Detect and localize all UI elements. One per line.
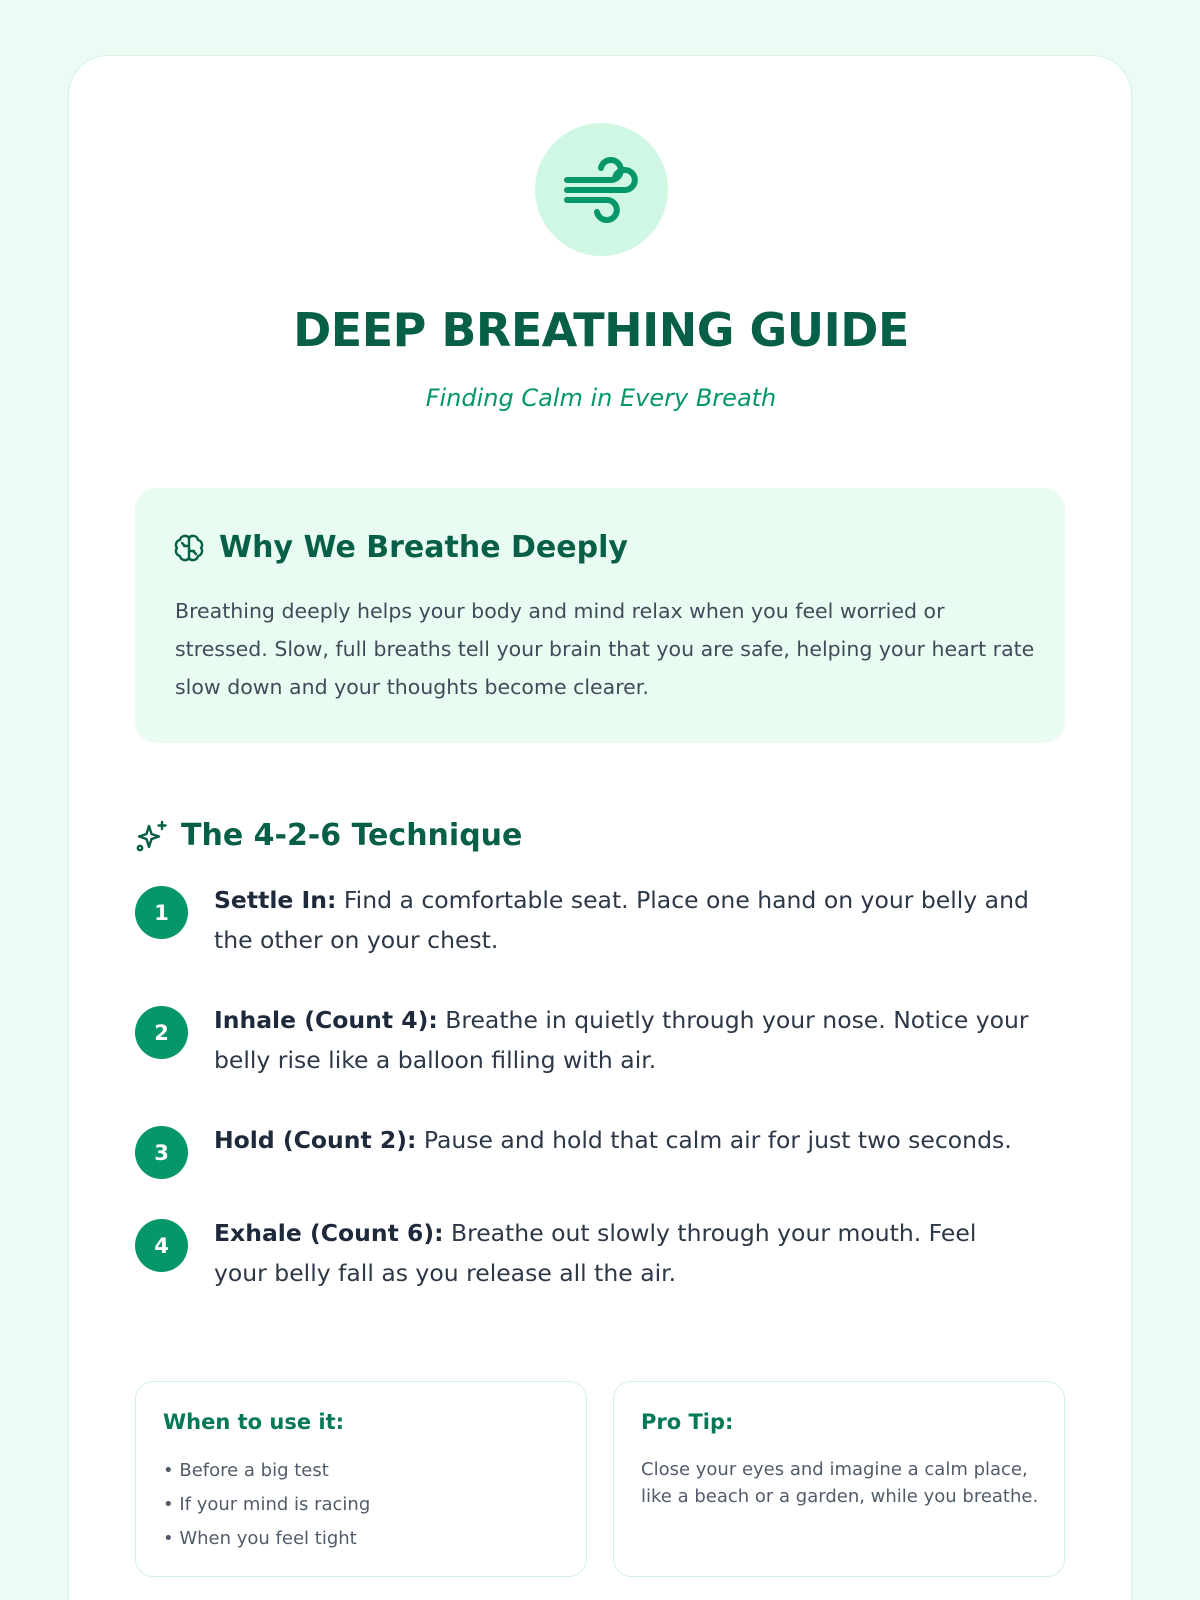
step-text bbox=[214, 1000, 1032, 1080]
brain-icon bbox=[173, 532, 205, 564]
tip-text: Close your eyes and imagine a calm place, like a beach or a garden, while you breathe. bbox=[641, 1459, 1039, 1507]
step-description: Breathe in quietly through your nose. Notice your belly rise like a balloon filling with air. bbox=[214, 1006, 1029, 1074]
page-title: DEEP BREATHING GUIDE bbox=[293, 303, 909, 357]
step-description: Breathe out slowly through your mouth. Feel your belly fall as you release all the air. bbox=[214, 1219, 977, 1287]
technique-header bbox=[135, 818, 522, 853]
step-item bbox=[135, 1213, 1035, 1293]
why-title: Why We Breathe Deeply bbox=[219, 530, 628, 565]
step-label: Inhale (Count 4): bbox=[214, 1006, 438, 1034]
step-number: 4 bbox=[135, 1219, 188, 1272]
step-description: Find a comfortable seat. Place one hand on your belly and the other on your chest. bbox=[214, 886, 1029, 954]
step-number: 2 bbox=[135, 1006, 188, 1059]
step-description: Pause and hold that calm air for just two seconds. bbox=[416, 1126, 1012, 1154]
step-label: Settle In: bbox=[214, 886, 337, 914]
why-section bbox=[135, 488, 1065, 743]
tip-title: Pro Tip: bbox=[641, 1410, 734, 1434]
step-number: 1 bbox=[135, 886, 188, 939]
step-label: Hold (Count 2): bbox=[214, 1126, 417, 1154]
logo-badge bbox=[535, 123, 668, 256]
step-number: 3 bbox=[135, 1126, 188, 1179]
step-label: Exhale (Count 6): bbox=[214, 1219, 444, 1247]
sparkles-icon bbox=[135, 819, 169, 853]
wind-icon bbox=[563, 157, 641, 223]
step-item bbox=[135, 1120, 1035, 1179]
tip-card bbox=[613, 1381, 1065, 1577]
list-item: • If your mind is racing bbox=[163, 1488, 370, 1522]
step-item bbox=[135, 1000, 1035, 1080]
step-text bbox=[214, 1120, 1032, 1179]
why-body: Breathing deeply helps your body and mind relax when you feel worried or stressed. Slow, full breaths tell your brain that you are safe, helping your heart rate slow down and your thoughts become clearer. bbox=[175, 599, 1035, 699]
why-header bbox=[173, 530, 628, 565]
step-text bbox=[214, 880, 1032, 960]
list-item: • Before a big test bbox=[163, 1454, 370, 1488]
when-list bbox=[163, 1454, 370, 1556]
step-item bbox=[135, 880, 1035, 960]
step-text bbox=[214, 1213, 1032, 1293]
when-title: When to use it: bbox=[163, 1410, 345, 1434]
when-card bbox=[135, 1381, 587, 1577]
list-item: • When you feel tight bbox=[163, 1522, 370, 1556]
page-subtitle: Finding Calm in Every Breath bbox=[425, 384, 777, 412]
guide-card bbox=[68, 55, 1132, 1600]
technique-title: The 4-2-6 Technique bbox=[181, 818, 523, 853]
